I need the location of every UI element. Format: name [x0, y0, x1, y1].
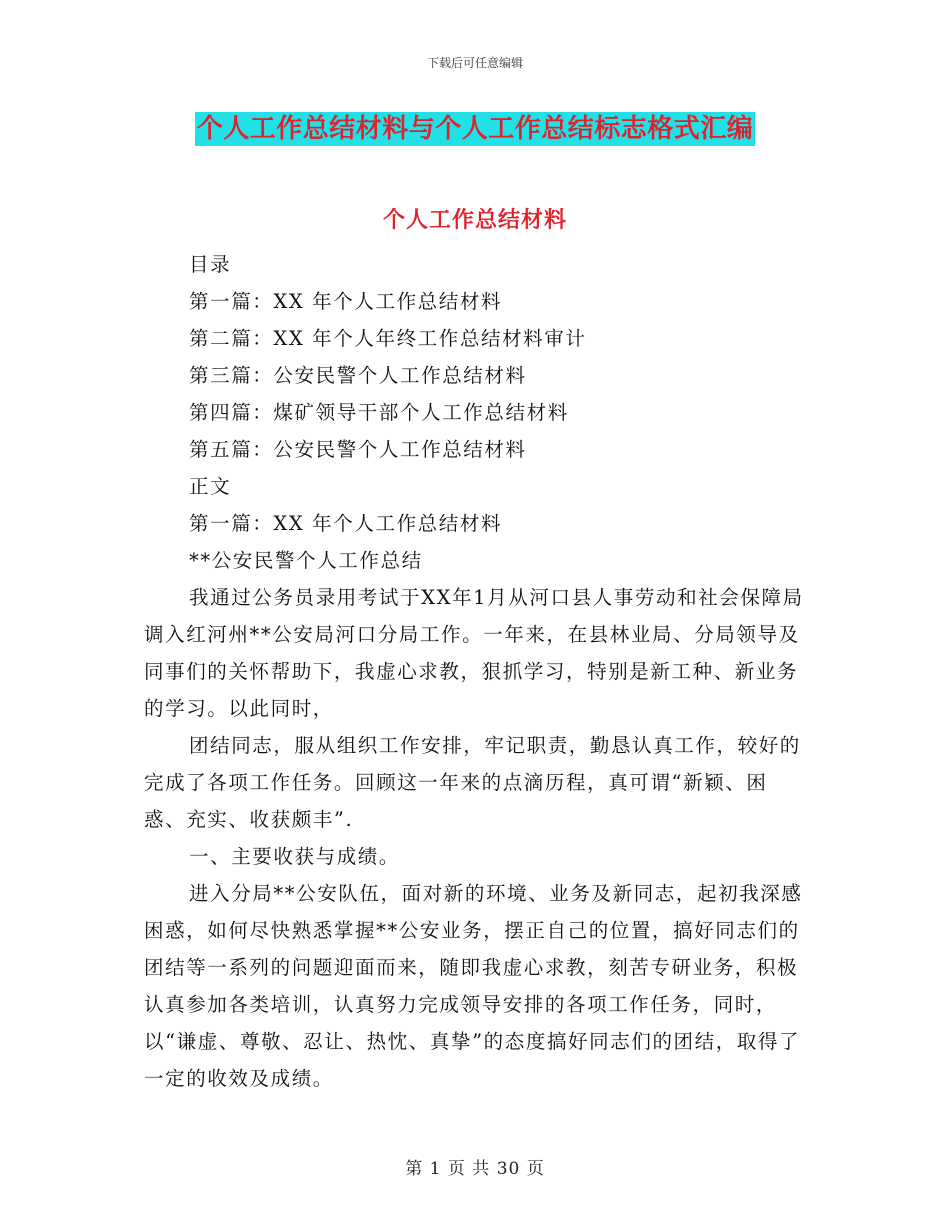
- toc-item-5: 第五篇：公安民警个人工作总结材料: [189, 438, 527, 461]
- sub-title: 个人工作总结材料: [382, 208, 567, 233]
- chapter-title: 第一篇：XX 年个人工作总结材料: [189, 512, 503, 535]
- main-title: 个人工作总结材料与个人工作总结标志格式汇编: [196, 114, 754, 144]
- paragraph-2: 团结同志，服从组织工作安排，牢记职责，勤恳认真工作，较好的完成了各项工作任务。回顾这一年来的点滴历程，真可谓“新颖、困惑、充实、收获颇丰”.: [144, 734, 801, 831]
- page-number: 第 1 页 共 30 页: [405, 1159, 545, 1179]
- paragraph-3: 一、主要收获与成绩。: [189, 845, 401, 868]
- toc-item-2: 第二篇：XX 年个人年终工作总结材料审计: [189, 327, 587, 350]
- toc-item-4: 第四篇：煤矿领导干部个人工作总结材料: [189, 401, 569, 424]
- paragraph-1: 我通过公务员录用考试于XX年1月从河口县人事劳动和社会保障局调入红河州**公安局河口分局工作。一年来，在县林业局、分局领导及同事们的关怀帮助下，我虚心求教，狠抓学习，特别是新工种、新业务的学习。以此同时，: [144, 586, 804, 720]
- header-note: 下载后可任意编辑: [426, 56, 523, 70]
- main-title-container: [0, 112, 950, 146]
- paragraph-4: 进入分局**公安队伍，面对新的环境、业务及新同志，起初我深感困惑，如何尽快熟悉掌握**公安业务，摆正自己的位置，搞好同志们的团结等一系列的问题迎面而来，随即我虚心求教，刻苦专研业务，积极认真参加各类培训，认真努力完成领导安排的各项工作任务，同时，以“谦虚、尊敬、忍让、热忱、真挚”的态度搞好同志们的团结，取得了一定的收效及成绩。: [144, 882, 803, 1090]
- body-heading: 正文: [189, 475, 232, 498]
- document-body: [144, 246, 808, 1097]
- toc-item-3: 第三篇：公安民警个人工作总结材料: [189, 364, 527, 387]
- toc-heading: 目录: [189, 253, 232, 276]
- toc-item-1: 第一篇：XX 年个人工作总结材料: [189, 290, 503, 313]
- summary-title: **公安民警个人工作总结: [189, 549, 423, 572]
